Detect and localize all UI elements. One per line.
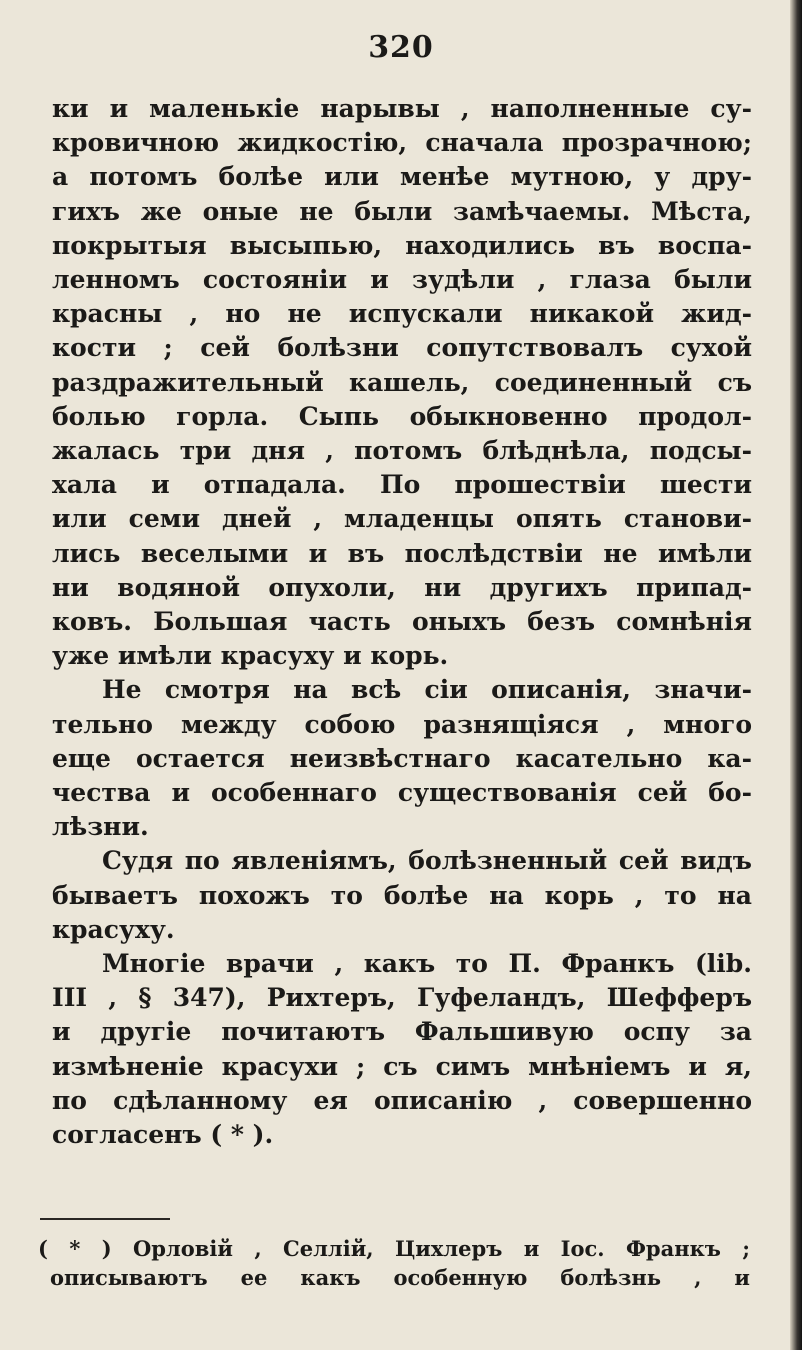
text-line: или семи дней , младенцы опять станови- (52, 504, 752, 534)
text-line: уже имѣли красуху и корь. (52, 641, 449, 671)
text-line: болью горла. Сыпь обыкновенно продол- (52, 401, 752, 431)
text-line: раздражительный кашель, соединенный съ (52, 367, 752, 397)
text-line: Многіе врачи , какъ то П. Франкъ (lib. (102, 949, 752, 979)
text-line: Судя по явленіямъ, болѣзненный сей видъ (102, 846, 752, 876)
text-line: бываетъ похожъ то болѣе на корь , то на (52, 880, 752, 910)
text-line: красны , но не испускали никакой жид- (52, 299, 752, 329)
text-line: покрытыя высыпью, находились въ воспа- (52, 230, 752, 260)
text-line: а потомъ болѣе или менѣе мутною, у дру- (52, 162, 752, 192)
text-line: ковъ. Большая часть оныхъ безъ сомнѣнія (52, 607, 752, 637)
body-text (52, 92, 752, 1152)
text-line: кости ; сей болѣзни сопутствовалъ сухой (52, 333, 752, 363)
text-line: ни водяной опухоли, ни другихъ припад- (52, 572, 752, 602)
footnote-line: ( * ) Орловій , Селлій, Цихлеръ и Іос. Франкъ ; (38, 1236, 750, 1261)
text-line: чества и особеннаго существованія сей бо- (52, 778, 752, 808)
footnote (38, 1234, 750, 1292)
text-line: лѣзни. (52, 812, 149, 842)
text-line: красуху. (52, 914, 175, 944)
text-line: кровичною жидкостію, сначала прозрачною; (52, 128, 752, 158)
text-line: еще остается неизвѣстнаго касательно ка- (52, 743, 752, 773)
text-line: и другіе почитаютъ Фальшивую оспу за (52, 1017, 752, 1047)
text-line: ки и маленькіе нарывы , наполненные су- (52, 94, 752, 123)
text-line: жалась три дня , потомъ блѣднѣла, подсы- (52, 436, 752, 466)
text-line: измѣненіе красухи ; съ симъ мнѣніемъ и я, (52, 1051, 752, 1081)
text-line: ленномъ состояніи и зудѣли , глаза были (52, 265, 752, 295)
text-line: согласенъ ( * ). (52, 1120, 274, 1150)
text-line: тельно между собою разнящіяся , много (52, 709, 752, 739)
text-line: гихъ же оные не были замѣчаемы. Мѣста, (52, 196, 752, 226)
footnote-divider (40, 1218, 170, 1220)
text-line: III , § 347), Рихтеръ, Гуфеландъ, Шефферъ (52, 983, 752, 1013)
text-line: по сдѣланному ея описанію , совершенно (52, 1085, 752, 1115)
page-edge (790, 0, 802, 1350)
page-number: 320 (368, 30, 434, 65)
text-line: Не смотря на всѣ сіи описанія, значи- (102, 675, 752, 705)
footnote-line: описываютъ ее какъ особенную болѣзнь , и (50, 1265, 750, 1290)
text-line: лись веселыми и въ послѣдствіи не имѣли (52, 538, 752, 568)
text-line: хала и отпадала. По прошествіи шести (52, 470, 752, 500)
